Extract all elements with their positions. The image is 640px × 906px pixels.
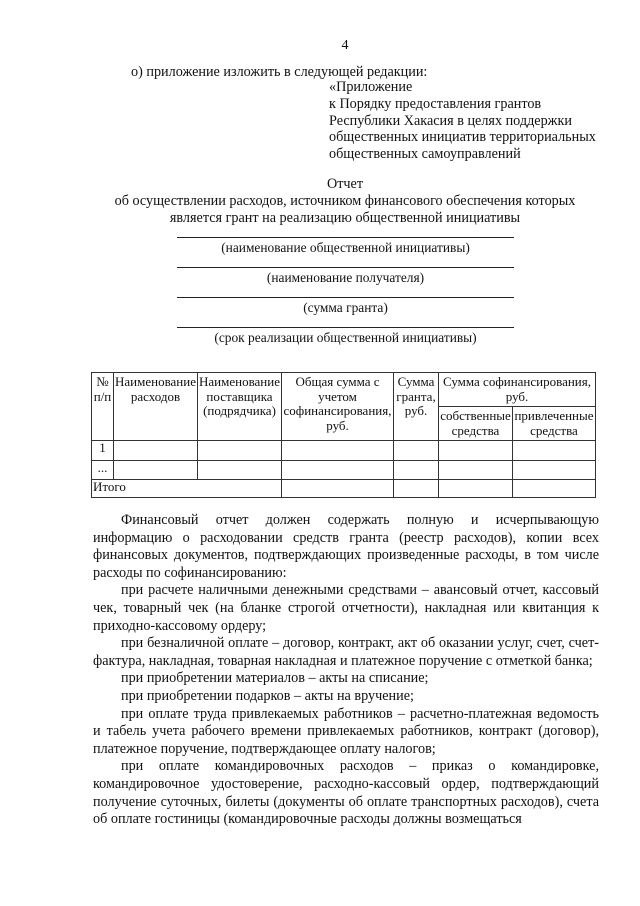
header-supplier-name: Наименование поставщика (подрядчика) <box>198 373 282 441</box>
header-grant-amount: Сумма гранта, руб. <box>394 373 439 441</box>
header-own-funds: собственные средства <box>439 407 513 441</box>
cell-grant[interactable] <box>394 461 439 480</box>
body-paragraph: при приобретении подарков – акты на вручение; <box>121 687 414 704</box>
table-total-row <box>92 480 596 498</box>
cell-num: 1 <box>92 441 114 461</box>
appendix-heading-line: общественных инициатив территориальных <box>329 129 596 146</box>
report-subtitle-line: является грант на реализацию общественной инициативы <box>169 210 521 226</box>
body-paragraph: при безналичной оплате – договор, контракт, акт об оказании услуг, счет, счет-фактура, накладная, товарная накладная и платежное поручение с отметкой банка; <box>93 635 599 669</box>
header-cofinancing-group: Сумма софинансирования, руб. <box>439 373 596 407</box>
header-expense-name: Наименование расходов <box>114 373 198 441</box>
cell-grant[interactable] <box>394 441 439 461</box>
cell-total[interactable] <box>282 461 394 480</box>
cell-total-grant[interactable] <box>394 480 439 498</box>
amendment-intro: о) приложение изложить в следующей редакции: <box>131 64 428 80</box>
appendix-heading-line: общественных самоуправлений <box>329 146 521 163</box>
total-label: Итого <box>92 480 282 498</box>
field-caption: (сумма гранта) <box>303 300 388 315</box>
cell-attracted-funds[interactable] <box>513 441 596 461</box>
header-num: № п/п <box>92 373 114 441</box>
body-paragraph: при приобретении материалов – акты на списание; <box>121 670 429 687</box>
appendix-heading-line: к Порядку предоставления грантов <box>329 95 542 112</box>
cell-num: ... <box>92 461 114 480</box>
body-paragraph: Финансовый отчет должен содержать полную и исчерпывающую информацию о расходовании средств гранта (реестр расходов), копии всех финансовых документов, подтверждающих произведенные расходы, в том числе расходы по софинансированию: <box>93 512 599 581</box>
report-requirements-text <box>93 512 599 829</box>
cell-expense-name[interactable] <box>114 461 198 480</box>
body-paragraph: при расчете наличными денежными средствами – авансовый отчет, кассовый чек, товарный чек (на бланке строгой отчетности), накладная или квитанция к приходно-кассовому ордеру; <box>93 582 599 634</box>
blank-line <box>177 297 514 298</box>
expense-report-table <box>91 372 596 498</box>
cell-total-attracted-funds[interactable] <box>513 480 596 498</box>
body-paragraph: при оплате труда привлекаемых работников – расчетно-платежная ведомость и табель учета рабочего времени привлекаемых работников, контракт (договор), платежное поручение, подтверждающее оплату налогов; <box>93 705 599 757</box>
cell-total[interactable] <box>282 441 394 461</box>
field-caption: (наименование общественной инициативы) <box>221 240 470 255</box>
appendix-heading <box>329 79 596 163</box>
report-title: Отчет <box>326 176 364 192</box>
field-grant-amount[interactable] <box>177 297 514 316</box>
field-recipient-name[interactable] <box>177 267 514 286</box>
appendix-heading-line: Республики Хакасия в целях поддержки <box>329 112 572 129</box>
cell-supplier-name[interactable] <box>198 461 282 480</box>
header-attracted-funds: привлеченные средства <box>513 407 596 441</box>
field-initiative-name[interactable] <box>177 237 514 256</box>
body-paragraph: при оплате командировочных расходов – приказ о командировке, командировочное удостоверение, расходно-кассовый ордер, подтверждающий получение суточных, билеты (документы об оплате транспортных расходов), счета об оплате гостиницы (командировочные расходы должны возмещаться <box>93 758 599 828</box>
blank-line <box>177 327 514 328</box>
blank-line <box>177 237 514 238</box>
cell-total-own-funds[interactable] <box>439 480 513 498</box>
report-subtitle-line: об осуществлении расходов, источником финансового обеспечения которых <box>114 193 576 209</box>
appendix-heading-line: «Приложение <box>329 79 413 95</box>
table-row <box>92 441 596 461</box>
field-caption: (наименование получателя) <box>266 270 425 285</box>
cell-own-funds[interactable] <box>439 461 513 480</box>
report-title-block <box>0 176 640 227</box>
field-caption: (срок реализации общественной инициативы) <box>214 330 477 345</box>
blank-line <box>177 267 514 268</box>
page-number: 4 <box>341 38 349 53</box>
cell-attracted-funds[interactable] <box>513 461 596 480</box>
cell-own-funds[interactable] <box>439 441 513 461</box>
field-implementation-period[interactable] <box>177 327 514 346</box>
header-total-with-cofinancing: Общая сумма с учетом софинансирования, руб. <box>282 373 394 441</box>
cell-supplier-name[interactable] <box>198 441 282 461</box>
table-row <box>92 461 596 480</box>
cell-expense-name[interactable] <box>114 441 198 461</box>
cell-total-sum[interactable] <box>282 480 394 498</box>
